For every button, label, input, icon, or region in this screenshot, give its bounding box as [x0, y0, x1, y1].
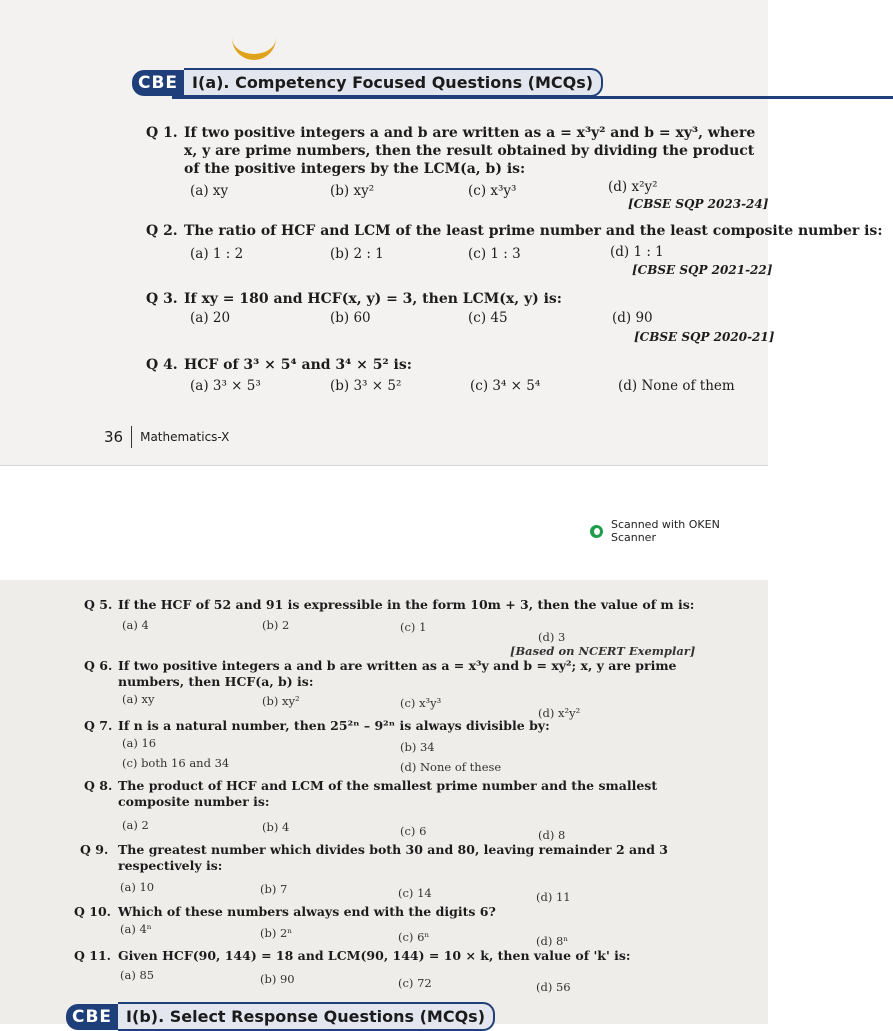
question-4	[146, 356, 746, 376]
option-a: (a) 3³ × 5³	[190, 378, 261, 394]
page-footer	[104, 426, 229, 448]
footer-divider	[131, 426, 132, 448]
question-number: Q 4.	[146, 357, 178, 373]
option-c: (c) x³y³	[468, 183, 517, 199]
scanner-label: Scanned with OKEN Scanner	[610, 518, 720, 544]
option-c: (c) 14	[398, 886, 432, 900]
option-c: (c) both 16 and 34	[122, 756, 230, 770]
option-a: (a) 4ⁿ	[120, 922, 152, 936]
option-b: (b) 2ⁿ	[260, 926, 293, 940]
option-b: (b) xy²	[330, 183, 375, 199]
option-b: (b) 2	[262, 618, 290, 632]
section-b-header	[66, 1002, 495, 1031]
option-a: (a) 1 : 2	[190, 246, 244, 262]
question-2	[146, 222, 883, 242]
option-c: (c) 6ⁿ	[398, 930, 430, 944]
source-tag: [CBSE SQP 2020-21]	[634, 330, 775, 344]
question-text: The ratio of HCF and LCM of the least prime number and the least composite number is:	[184, 223, 883, 239]
question-text: If xy = 180 and HCF(x, y) = 3, then LCM(x, y) is:	[184, 291, 562, 307]
question-3	[146, 290, 746, 310]
question-5-text: If the HCF of 52 and 91 is expressible in the form 10m + 3, then the value of m is:	[118, 597, 695, 612]
question-10-text: Which of these numbers always end with the digits 6?	[118, 904, 496, 919]
option-c: (c) 1	[400, 620, 427, 634]
page-bottom	[0, 580, 768, 1027]
scanner-logo-icon	[590, 525, 603, 538]
option-d: (d) 56	[536, 980, 571, 994]
option-d: (d) 8ⁿ	[536, 934, 569, 948]
section-b-title: I(b). Select Response Questions (MCQs)	[118, 1002, 495, 1031]
question-number: Q 2.	[146, 223, 178, 239]
page-number: 36	[104, 428, 124, 446]
option-b: (b) 7	[260, 882, 288, 896]
question-7-text: If n is a natural number, then 25²ⁿ – 9²ⁿ is always divisible by:	[118, 718, 550, 733]
option-a: (a) 10	[120, 880, 155, 894]
option-a: (a) xy	[122, 692, 155, 706]
question-6-number: Q 6.	[84, 658, 113, 673]
option-a: (a) 20	[190, 310, 231, 326]
page-top	[0, 0, 883, 466]
cbe-badge: CBE	[66, 1004, 118, 1030]
decorative-doodle	[232, 36, 276, 60]
option-d: (d) 8	[538, 828, 566, 842]
question-8-number: Q 8.	[84, 778, 113, 793]
option-b: (b) 34	[400, 740, 435, 754]
option-d: (d) x²y²	[608, 179, 658, 195]
section-a-rule	[172, 96, 893, 99]
question-11-text: Given HCF(90, 144) = 18 and LCM(90, 144) = 10 × k, then value of 'k' is:	[118, 948, 631, 963]
option-b: (b) 2 : 1	[330, 246, 384, 262]
question-number: Q 3.	[146, 291, 178, 307]
question-6-text: If two positive integers a and b are written as a = x³y and b = xy²; x, y are prime numbers, then HCF(a, b) is:	[118, 658, 677, 689]
option-c: (c) 3⁴ × 5⁴	[470, 378, 541, 394]
option-b: (b) 4	[262, 820, 290, 834]
question-number: Q 1.	[146, 125, 178, 141]
source-tag: [CBSE SQP 2021-22]	[632, 263, 773, 277]
option-d: (d) 90	[612, 310, 653, 326]
option-d: (d) 1 : 1	[610, 244, 664, 260]
section-a-title: I(a). Competency Focused Questions (MCQs)	[184, 68, 603, 97]
option-d: (d) None of them	[618, 378, 735, 394]
section-a-header	[132, 68, 603, 97]
question-9-number: Q 9.	[80, 842, 109, 857]
scanner-watermark	[590, 518, 768, 544]
option-d: (d) 11	[536, 890, 571, 904]
option-d: (d) x²y²	[538, 706, 581, 720]
cbe-badge: CBE	[132, 70, 184, 96]
question-9-text: The greatest number which divides both 30 and 80, leaving remainder 2 and 3 respectively is:	[118, 842, 668, 873]
option-a: (a) 2	[122, 818, 149, 832]
option-b: (b) 90	[260, 972, 295, 986]
option-d: (d) 3	[538, 630, 566, 644]
option-a: (a) 85	[120, 968, 155, 982]
option-a: (a) 4	[122, 618, 149, 632]
option-c: (c) x³y³	[400, 696, 442, 710]
question-text: HCF of 3³ × 5⁴ and 3⁴ × 5² is:	[184, 357, 412, 373]
option-b: (b) 3³ × 5²	[330, 378, 402, 394]
question-5-number: Q 5.	[84, 597, 113, 612]
option-c: (c) 6	[400, 824, 427, 838]
option-b: (b) 60	[330, 310, 371, 326]
question-10-number: Q 10.	[74, 904, 111, 919]
option-b: (b) xy²	[262, 694, 300, 708]
question-text: If two positive integers a and b are written as a = x³y² and b = xy³, where x, y are prime numbers, then the result obtained by dividing the product of the positive integers by the LCM(a, b) is:	[184, 125, 756, 177]
question-7-number: Q 7.	[84, 718, 113, 733]
option-c: (c) 1 : 3	[468, 246, 521, 262]
option-a: (a) 16	[122, 736, 157, 750]
option-c: (c) 72	[398, 976, 432, 990]
option-d: (d) None of these	[400, 760, 502, 774]
question-8-text: The product of HCF and LCM of the smallest prime number and the smallest composite number is:	[118, 778, 658, 809]
source-tag: [Based on NCERT Exemplar]	[510, 644, 696, 658]
option-a: (a) xy	[190, 183, 229, 199]
option-c: (c) 45	[468, 310, 508, 326]
question-1	[146, 124, 756, 184]
question-11-number: Q 11.	[74, 948, 111, 963]
source-tag: [CBSE SQP 2023-24]	[628, 197, 769, 211]
book-title: Mathematics-X	[140, 430, 230, 444]
